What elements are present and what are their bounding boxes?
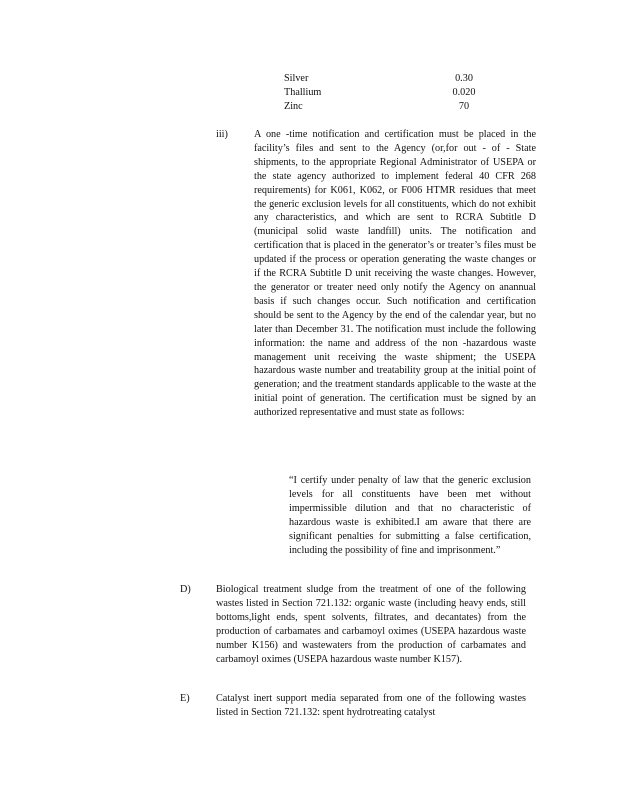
- constituent-value: 70: [458, 100, 470, 112]
- item-text: Catalyst inert support media separated from one of the following wastes listed in Section 721.132: spent hydrotreating catalyst: [216, 693, 526, 718]
- table-row: [284, 72, 494, 86]
- constituent-name: Thallium: [284, 86, 322, 98]
- item-label: D): [180, 584, 191, 595]
- table-row: [284, 86, 494, 100]
- item-text: A one -time notification and certification must be placed in the facility’s files and sent to the Agency (or,for out - of - State shipments, to the appropriate Regional Administrator of USEPA or the state agency authorized to implement federal 40 CFR 268 requirements) for K061, K062, or F006 HTMR residues that meet the generic exclusion levels for all constituents, which do not exhibit any characteristics, and which are sent to RCRA Subtitle D (municipal solid waste landfill) units. The notification and certification that is placed in the generator’s or treater’s files must be updated if the process or operation generating the waste changes or if the RCRA Subtitle D unit receiving the waste changes. However, the generator or treater need only notify the Agency on anannual basis if such changes occur. Such notification and certification should be sent to the Agency by the end of the calendar year, but no later than December 31. The notification must include the following information: the name and address of the non -hazardous waste management unit receiving the waste shipment; the USEPA hazardous waste number and treatability group at the initial point of generation; and the treatment standards applicable to the waste at the initial point of generation. The certification must be signed by an authorized representative and must state as follows:: [254, 129, 536, 419]
- constituent-table: [284, 72, 494, 114]
- table-row: [284, 100, 494, 114]
- item-label: E): [180, 693, 190, 704]
- constituent-value: 0.020: [452, 86, 476, 98]
- constituent-name: Silver: [284, 73, 309, 84]
- constituent-value: 0.30: [455, 73, 473, 84]
- certification-quote: “I certify under penalty of law that the generic exclusion levels for all constituents have been met without impermissible dilution and that no characteristic of hazardous waste is exhibited.I am aware that there are significant penalties for submitting a false certification, including the possibility of fine and imprisonment.”: [289, 475, 531, 556]
- constituent-name: Zinc: [284, 100, 303, 112]
- item-label: iii): [216, 129, 228, 140]
- item-text: Biological treatment sludge from the treatment of one of the following wastes listed in Section 721.132: organic waste (including heavy ends, still bottoms,light ends, spent solvents, filtrates, and decantates) from the production of carbamates and carbamoyl oximes (USEPA hazardous waste number K156) and wastewaters from the production of carbamates and carbamoyl oximes (USEPA hazardous waste number K157).: [216, 584, 526, 665]
